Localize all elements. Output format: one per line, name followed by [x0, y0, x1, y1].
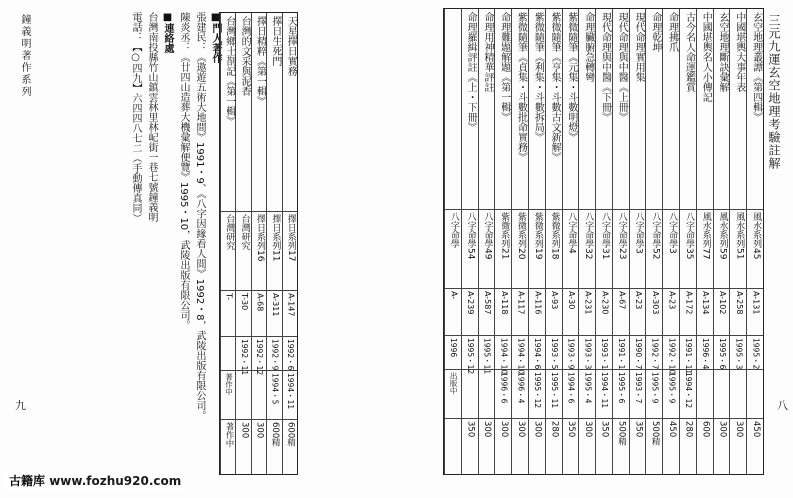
book-date: 1993・5 — [549, 337, 559, 369]
book-date: 1991・11 — [684, 337, 694, 374]
book-entry-column — [494, 9, 512, 474]
authors-section — [130, 12, 220, 432]
book-title: 命理拂爪 — [666, 12, 678, 52]
book-entry-column — [528, 9, 546, 474]
book-code: A-147 — [286, 292, 296, 317]
book-date: 1995・12 — [465, 337, 475, 374]
book-price: 600 — [700, 421, 711, 438]
book-title: 命理羅緝評註《上・下冊》 — [465, 12, 477, 132]
book-code: A-102 — [718, 291, 728, 315]
book-series: 風水系列59 — [717, 211, 728, 260]
book-series: 八字命學32 — [583, 211, 594, 260]
book-series: 八字命學3 — [633, 211, 644, 254]
book-entry-column — [679, 9, 697, 474]
book-date2: 出版中 — [449, 372, 459, 395]
book-date: 1990・7 — [633, 337, 643, 369]
book-entry-column — [461, 9, 479, 474]
book-price: 300 — [239, 421, 250, 438]
book-date2: 1996・6 — [499, 372, 509, 404]
book-code: A-23 — [634, 291, 644, 310]
book-date2: 1994・12 — [684, 372, 694, 409]
book-series: 八字命學31 — [599, 211, 610, 260]
book-date2: 1994・5 — [270, 373, 280, 405]
book-title: 命理用神精華評註 — [481, 12, 493, 92]
book-price: 300 — [515, 421, 526, 438]
book-date: 1994・10 — [499, 337, 509, 374]
book-code: A-230 — [600, 291, 610, 315]
book-date: 1996・4 — [700, 337, 710, 369]
book-title: 紫微隨筆《利集・斗數拆局》 — [532, 12, 544, 142]
book-date: 1991・1 — [617, 337, 627, 369]
book-entry-column — [645, 9, 663, 474]
author-line: 電話：【○四九】六四四八七二（手動傳真同） — [130, 12, 141, 223]
book-entry-column — [562, 9, 580, 474]
book-price: 350 — [633, 421, 644, 438]
book-entry-column — [444, 9, 462, 474]
book-title: 紫微隨筆《元集・斗數明燈》 — [565, 12, 577, 142]
book-title: 中國堪輿大事年表 — [733, 12, 745, 92]
book-price: 600精 — [285, 421, 296, 447]
book-entry-column — [713, 9, 731, 474]
right-book-table — [443, 8, 764, 475]
book-code: A-67 — [617, 291, 627, 310]
book-code: A-118 — [499, 291, 509, 315]
book-series: 八字命學52 — [650, 211, 661, 260]
book-title: 玄空地理叢譚《第四輯》 — [750, 12, 762, 122]
book-title: 擇日精粹《第一輯》 — [254, 16, 266, 106]
book-code: A-23 — [667, 291, 677, 310]
book-code: A-117 — [516, 291, 526, 315]
book-title: 台灣鄉土剳記《第一輯》 — [223, 16, 235, 126]
book-series: 擇日系列16 — [254, 214, 265, 262]
book-price: 300 — [734, 421, 745, 438]
book-price: 350 — [465, 421, 476, 438]
book-entry-column — [220, 13, 236, 474]
book-title: 玄空地理斷訣彙解 — [717, 12, 729, 92]
book-date2: 1995・11 — [549, 372, 559, 409]
right-page-header: 三元九運玄空地理考驗註解 — [767, 14, 781, 170]
book-series: 八字命學35 — [683, 211, 694, 260]
book-title: 中國堪輿名人小傳記 — [700, 12, 712, 102]
book-code: A-239 — [466, 291, 476, 315]
book-price: 450 — [750, 421, 761, 438]
book-date: 1996 — [449, 337, 459, 357]
book-code: T-30 — [240, 292, 250, 310]
book-code: A-116 — [533, 291, 543, 315]
watermark-url: www.fozhu920.com — [49, 474, 182, 488]
book-date: 1992・11 — [239, 338, 249, 375]
book-date2: 1995・6 — [617, 372, 627, 404]
book-entry-column — [251, 13, 267, 474]
book-title: 紫微隨筆《貞集・斗數批命實務》 — [515, 12, 527, 162]
book-code: A-134 — [701, 291, 711, 315]
book-title: 現代命理與中醫《上冊》 — [616, 12, 628, 122]
book-date: 1993・3 — [583, 337, 593, 369]
author-line: 張建民：《遨遊五術大地間》1991・9、《八字因緣看人間》1992・8，武陵出版有限公司。 — [194, 12, 205, 421]
book-entry-column — [266, 13, 282, 474]
book-date: 1993・9 — [566, 337, 576, 369]
book-entry-column — [578, 9, 596, 474]
book-title: 現代命理實用集 — [633, 12, 645, 82]
authors-block — [130, 12, 220, 421]
book-price: 500精 — [650, 421, 661, 446]
book-price: 300 — [499, 421, 509, 438]
book-date: 1995・3 — [734, 337, 744, 369]
section-heading: ■門人著作 — [210, 12, 221, 63]
book-date: 1994・6 — [533, 337, 543, 369]
book-date: 1995・2 — [751, 337, 761, 369]
book-series: 八字命學49 — [482, 211, 493, 260]
book-code: T- — [224, 292, 234, 300]
book-code: A-587 — [482, 291, 492, 315]
book-title: 命理難題解題《第一輯》 — [498, 12, 510, 122]
book-price: 300 — [254, 421, 265, 438]
left-book-table — [219, 12, 298, 475]
book-date: 1992・12 — [255, 338, 265, 375]
book-series: 擇日系列11 — [270, 214, 281, 262]
book-series: 風水系列51 — [734, 211, 745, 260]
book-date: 1992・6 — [286, 338, 296, 371]
book-code: A-172 — [684, 291, 694, 315]
watermark-brand: 古籍库 — [9, 474, 46, 488]
book-title: 天星擇日實務 — [285, 16, 297, 76]
left-page-header: 鐘義明著作系列 — [19, 14, 30, 98]
book-entry-column — [746, 9, 764, 474]
book-series: 八字命學54 — [465, 211, 476, 260]
book-code: A-30 — [566, 291, 576, 310]
book-date2: 1994・6 — [566, 372, 576, 404]
watermark — [6, 471, 184, 490]
book-price: 500精 — [616, 421, 627, 446]
book-code: A-311 — [270, 292, 280, 317]
book-price: 著作中 — [223, 421, 234, 448]
book-entry-column — [511, 9, 529, 474]
book-series: 風水系列77 — [700, 211, 711, 260]
book-series: 八字命學3 — [667, 211, 678, 254]
book-title: 命理臟腑急轉彎 — [582, 12, 594, 82]
book-entry-column — [595, 9, 613, 474]
book-entry-column — [629, 9, 647, 474]
book-series: 八字命學23 — [616, 211, 627, 260]
book-series: 台灣研究 — [239, 214, 250, 251]
book-series: 擇日系列17 — [285, 214, 296, 262]
book-series: 紫微系列19 — [532, 211, 543, 260]
right-page-number: 八 — [777, 399, 788, 412]
book-date2: 著作中 — [224, 373, 234, 396]
book-price: 280 — [683, 421, 694, 438]
book-price: 280 — [549, 421, 560, 438]
book-series: 八字命學4 — [566, 211, 577, 254]
book-series: 紫微系列20 — [516, 211, 527, 260]
book-title: 古今名人命運鑑賞 — [683, 12, 695, 92]
book-code: A-303 — [650, 291, 660, 315]
book-entry-column — [545, 9, 563, 474]
book-date: 1992・10 — [667, 337, 677, 374]
book-date: 1995・11 — [482, 337, 492, 374]
book-series: 八字命學 — [448, 211, 459, 248]
book-date2: 1993・7 — [633, 372, 643, 404]
book-code: A-231 — [583, 291, 593, 315]
book-entry-column — [729, 9, 747, 474]
book-series: 風水系列45 — [751, 211, 762, 260]
book-title: 台灣的文采與泥香 — [239, 16, 251, 96]
book-price: 350 — [566, 421, 577, 438]
book-date2: 1996・4 — [516, 372, 526, 404]
book-price: 300 — [582, 421, 593, 438]
book-date: 1993・1 — [600, 337, 610, 369]
book-date: 1995・6 — [717, 337, 727, 369]
book-price: 450 — [666, 421, 677, 438]
book-date: 1992・7 — [650, 337, 660, 369]
left-page-number: 九 — [15, 399, 26, 412]
book-title: 命理乾坤 — [649, 12, 661, 52]
book-entry-column — [235, 13, 251, 474]
author-line: 陳炎丞：《廿四山造葬大機彙解便覽》1995・10，武陵出版有限公司。 — [178, 12, 189, 331]
book-entry-column — [282, 13, 298, 474]
book-series: 台灣研究 — [224, 214, 235, 251]
book-date2: 1994・11 — [600, 372, 610, 409]
book-entry-column — [612, 9, 630, 474]
book-code: A-258 — [734, 291, 744, 315]
book-price: 350 — [599, 421, 610, 438]
book-title: 現代命理與中醫《下冊》 — [599, 12, 611, 122]
book-date: 1994・10 — [516, 337, 526, 374]
book-price: 300 — [482, 421, 493, 438]
book-price: 300 — [717, 421, 728, 438]
book-code: A-131 — [751, 291, 761, 315]
book-date: 1992・9 — [270, 338, 280, 371]
book-code: A-93 — [550, 291, 560, 310]
book-date2: 1995・4 — [583, 372, 593, 404]
book-series: 紫微系列18 — [549, 211, 560, 260]
book-date2: 1995・9 — [667, 372, 677, 404]
book-date2: 1995・12 — [533, 372, 543, 409]
book-entry-column — [662, 9, 680, 474]
author-line: 台灣南投縣竹山鎮雲林里林屺街一巷七號鐘義明 — [146, 12, 157, 222]
book-code: A- — [449, 291, 459, 300]
book-series: 紫微系列21 — [499, 211, 510, 260]
book-entry-column — [478, 9, 496, 474]
book-title: 擇日生死門 — [269, 16, 281, 66]
section-heading: ■連絡處 — [162, 12, 173, 53]
book-entry-column — [696, 9, 714, 474]
book-price: 600精 — [270, 421, 281, 447]
book-title: 紫微隨筆《亨集・斗數古文新解》 — [549, 12, 561, 162]
book-code: A-68 — [255, 292, 265, 311]
book-date2: 1994・11 — [286, 373, 296, 410]
book-price: 300 — [532, 421, 543, 438]
book-date2: 1995・9 — [650, 372, 660, 404]
